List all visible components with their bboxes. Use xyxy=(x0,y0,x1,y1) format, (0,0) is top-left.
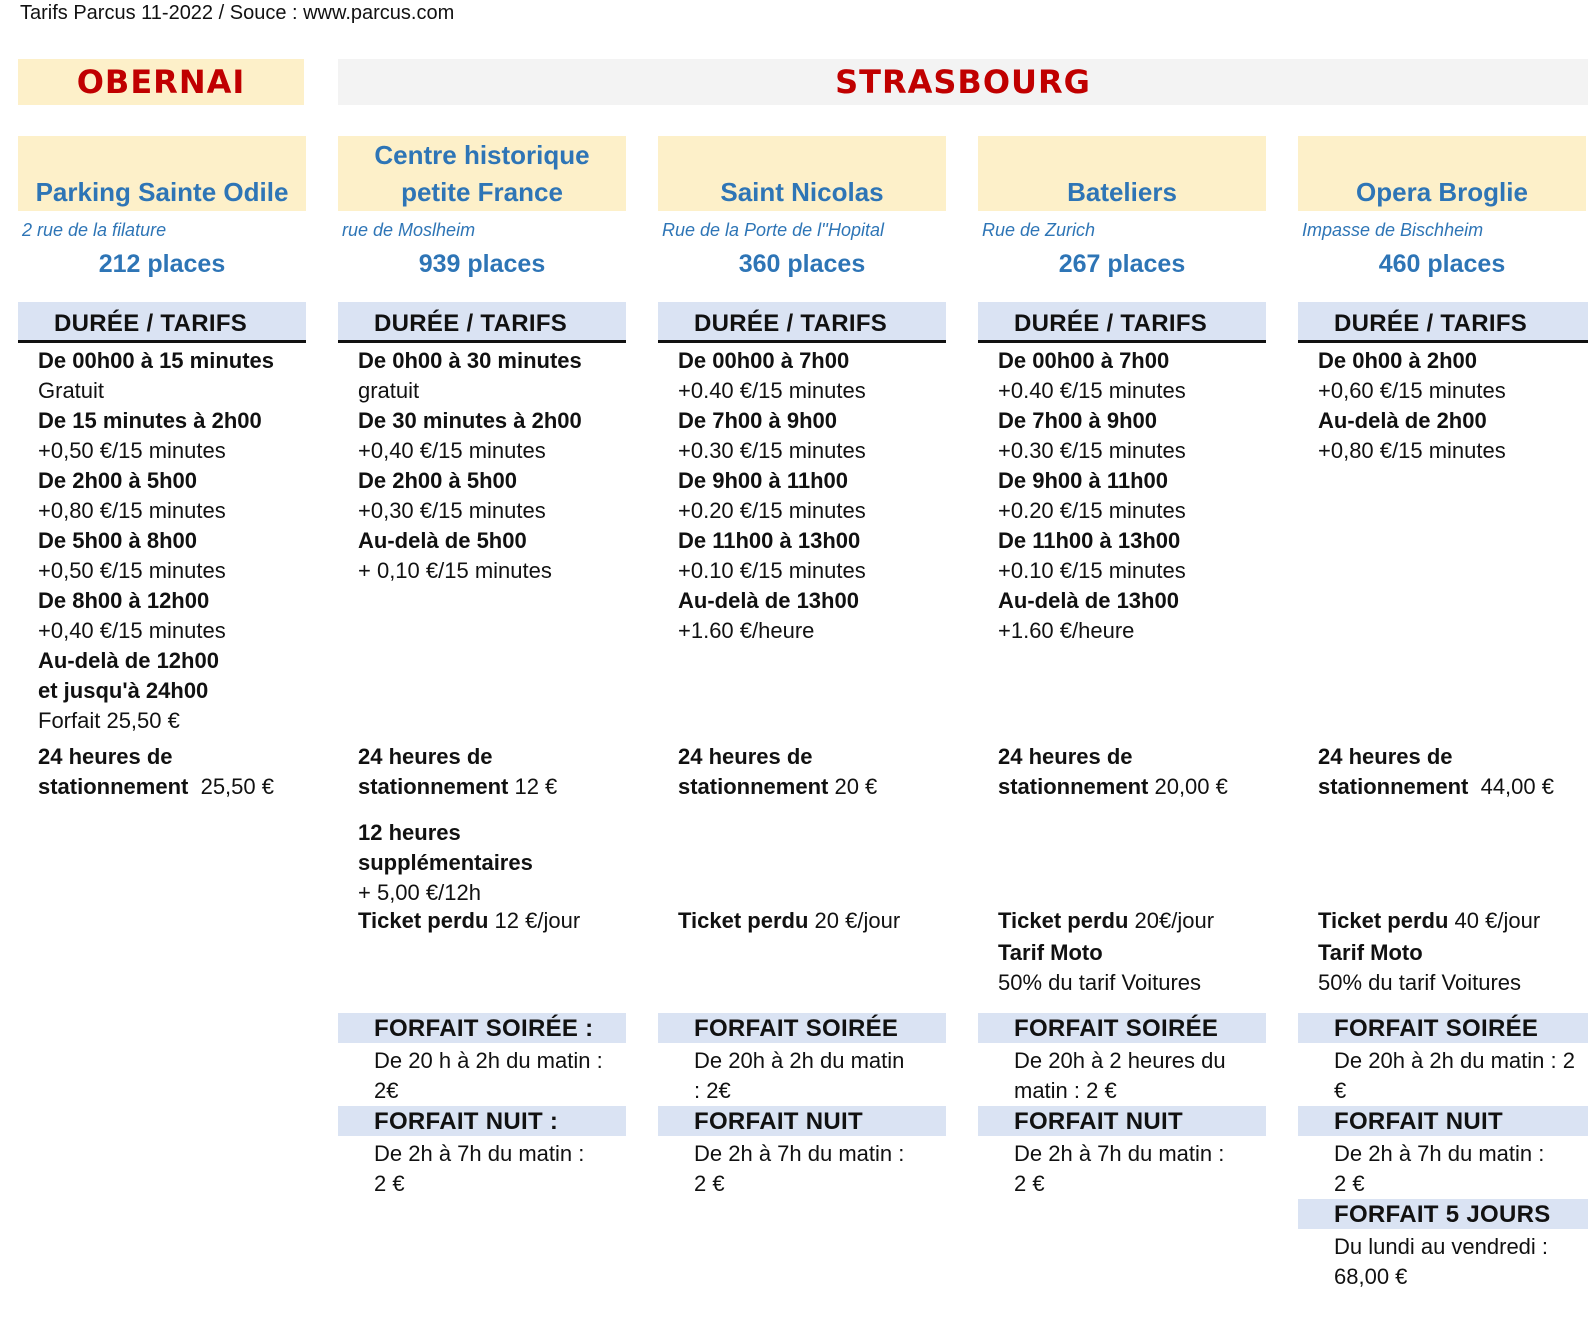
parking-address: 2 rue de la filature xyxy=(22,220,167,240)
tarif-moto-value: 50% du tarif Voitures xyxy=(998,970,1202,995)
forfait-soiree-line1: De 20 h à 2h du matin : xyxy=(374,1048,603,1073)
tarif-24h-price: 25,50 € xyxy=(188,774,274,799)
tarif-label: Au-delà de 13h00 xyxy=(998,588,1179,613)
forfait-soiree-line2: matin : 2 € xyxy=(1014,1078,1117,1103)
forfait-soiree-header: FORFAIT SOIRÉE xyxy=(978,1013,1266,1043)
forfait-5-jours-header: FORFAIT 5 JOURS xyxy=(1298,1199,1588,1229)
forfait-nuit-line1: De 2h à 7h du matin : xyxy=(1014,1141,1225,1166)
tarif-label: De 11h00 à 13h00 xyxy=(678,528,861,553)
tarif-list xyxy=(998,346,1186,646)
tarif-value: + 0,10 €/15 minutes xyxy=(358,558,552,583)
parking-column-opera-broglie xyxy=(1298,0,1588,1320)
parking-name-line2: Saint Nicolas xyxy=(720,177,884,207)
parking-address: rue de Moslheim xyxy=(342,220,476,240)
tarif-24h-label: stationnement xyxy=(1318,774,1469,799)
tarif-value: +0,80 €/15 minutes xyxy=(1318,438,1506,463)
parking-places: 267 places xyxy=(1058,250,1186,278)
tarif-value: +0.10 €/15 minutes xyxy=(678,558,866,583)
tarif-24h xyxy=(1318,742,1554,802)
forfait-5-jours-line1: Du lundi au vendredi : xyxy=(1334,1234,1549,1259)
tarif-24h-label: stationnement xyxy=(38,774,189,799)
tarif-label: De 0h00 à 2h00 xyxy=(1318,348,1477,373)
tarif-label: De 9h00 à 11h00 xyxy=(998,468,1169,493)
forfait-soiree-header: FORFAIT SOIRÉE xyxy=(658,1013,946,1043)
forfait-nuit-text xyxy=(1014,1139,1224,1199)
duree-tarifs-header: DURÉE / TARIFS xyxy=(978,302,1266,343)
forfait-soiree-header: FORFAIT SOIRÉE xyxy=(1298,1013,1588,1043)
ticket-perdu xyxy=(678,906,900,936)
source-caption: Tarifs Parcus 11-2022 / Souce : www.parcus.com xyxy=(20,2,455,24)
tarif-24h-line1: 24 heures de xyxy=(358,744,493,769)
city-header-obernai: OBERNAI xyxy=(18,59,304,105)
parking-places: 460 places xyxy=(1378,250,1506,278)
parking-address: Rue de Zurich xyxy=(982,220,1096,240)
tarif-label: De 9h00 à 11h00 xyxy=(678,468,849,493)
ticket-perdu-price: 40 €/jour xyxy=(1448,908,1541,933)
parking-column-saint-nicolas xyxy=(658,0,946,1320)
tarif-value: Forfait 25,50 € xyxy=(38,708,180,733)
tarif-24h-price: 20,00 € xyxy=(1148,774,1228,799)
parking-address: Impasse de Bischheim xyxy=(1302,220,1484,240)
ticket-perdu xyxy=(998,906,1214,998)
ticket-perdu-label: Ticket perdu xyxy=(678,908,809,933)
tarif-24h-line1: 24 heures de xyxy=(1318,744,1453,769)
forfait-soiree-line1: De 20h à 2h du matin xyxy=(694,1048,905,1073)
forfait-nuit-line2: 2 € xyxy=(1014,1171,1045,1196)
ticket-perdu xyxy=(1318,906,1540,998)
ticket-perdu-label: Ticket perdu xyxy=(1318,908,1449,933)
tarif-24h-line1: 24 heures de xyxy=(678,744,813,769)
tarif-24h xyxy=(38,742,274,802)
parking-name-line1: Centre historique xyxy=(374,140,590,170)
parking-name xyxy=(1298,136,1586,211)
tarif-label: De 5h00 à 8h00 xyxy=(38,528,197,553)
parking-places: 212 places xyxy=(98,250,226,278)
forfait-soiree-header: FORFAIT SOIRÉE : xyxy=(338,1013,626,1043)
tarif-value: +0.10 €/15 minutes xyxy=(998,558,1186,583)
parking-name xyxy=(658,136,946,211)
tarif-24h xyxy=(678,742,877,802)
parking-name-line2: Opera Broglie xyxy=(1356,177,1528,207)
forfait-5-jours-line2: 68,00 € xyxy=(1334,1264,1408,1289)
ticket-perdu-price: 20 €/jour xyxy=(808,908,901,933)
forfait-nuit-header: FORFAIT NUIT : xyxy=(338,1106,626,1136)
duree-tarifs-header: DURÉE / TARIFS xyxy=(338,302,626,343)
parking-address: Rue de la Porte de l''Hopital xyxy=(662,220,885,240)
parking-name xyxy=(338,136,626,211)
forfait-soiree-text xyxy=(694,1046,904,1106)
tarif-label: Au-delà de 2h00 xyxy=(1318,408,1487,433)
forfait-soiree-line1: De 20h à 2 heures du xyxy=(1014,1048,1226,1073)
parking-name xyxy=(18,136,306,211)
tarif-moto-value: 50% du tarif Voitures xyxy=(1318,970,1522,995)
tarif-list xyxy=(358,346,582,586)
parking-column-sainte-odile xyxy=(18,0,306,1320)
tarif-value: +0.20 €/15 minutes xyxy=(998,498,1186,523)
tarif-label: De 30 minutes à 2h00 xyxy=(358,408,582,433)
ticket-perdu xyxy=(358,906,580,936)
forfait-nuit-text xyxy=(1334,1139,1544,1199)
tarif-value: +0.40 €/15 minutes xyxy=(678,378,866,403)
tarif-label: De 0h00 à 30 minutes xyxy=(358,348,582,373)
tarif-24h-line1: 24 heures de xyxy=(38,744,173,769)
tarif-24h xyxy=(998,742,1228,802)
tarif-value: +0.40 €/15 minutes xyxy=(998,378,1186,403)
tarif-value: +1.60 €/heure xyxy=(998,618,1135,643)
tarif-label: De 00h00 à 7h00 xyxy=(678,348,850,373)
tarif-24h-label: stationnement xyxy=(678,774,829,799)
tarif-list xyxy=(38,346,274,736)
tarif-label: De 2h00 à 5h00 xyxy=(358,468,517,493)
forfait-nuit-header: FORFAIT NUIT xyxy=(978,1106,1266,1136)
tarif-value: +0,40 €/15 minutes xyxy=(38,618,226,643)
ticket-perdu-label: Ticket perdu xyxy=(358,908,489,933)
extra-12h-line2: supplémentaires xyxy=(358,850,533,875)
tarif-value: Gratuit xyxy=(38,378,105,403)
tarif-value: +0,50 €/15 minutes xyxy=(38,558,226,583)
parking-places: 360 places xyxy=(738,250,866,278)
tarif-value: +0,40 €/15 minutes xyxy=(358,438,546,463)
extra-12h-line1: 12 heures xyxy=(358,820,461,845)
tarif-label: De 8h00 à 12h00 xyxy=(38,588,210,613)
tarif-label: De 00h00 à 7h00 xyxy=(998,348,1170,373)
tarif-list xyxy=(678,346,866,646)
forfait-soiree-line2: 2€ xyxy=(374,1078,399,1103)
tarif-moto-label: Tarif Moto xyxy=(998,940,1103,965)
forfait-5-jours-text xyxy=(1334,1232,1548,1292)
tarif-24h-label: stationnement xyxy=(998,774,1149,799)
tarif-24h-line1: 24 heures de xyxy=(998,744,1133,769)
tarif-label: Au-delà de 12h00 xyxy=(38,648,219,673)
tarif-label: De 15 minutes à 2h00 xyxy=(38,408,262,433)
tarif-label: De 2h00 à 5h00 xyxy=(38,468,197,493)
tarif-24h-price: 12 € xyxy=(508,774,558,799)
tarif-value: +0.20 €/15 minutes xyxy=(678,498,866,523)
ticket-perdu-price: 20€/jour xyxy=(1128,908,1215,933)
tarif-value: +0,50 €/15 minutes xyxy=(38,438,226,463)
duree-tarifs-header: DURÉE / TARIFS xyxy=(1298,302,1588,343)
tarif-24h xyxy=(358,742,557,802)
parking-name-line2: Parking Sainte Odile xyxy=(35,177,289,207)
parking-column-bateliers xyxy=(978,0,1266,1320)
tarif-list xyxy=(1318,346,1506,466)
parking-column-petite-france xyxy=(338,0,626,1320)
tarif-value: gratuit xyxy=(358,378,420,403)
forfait-nuit-header: FORFAIT NUIT xyxy=(658,1106,946,1136)
forfait-soiree-line2: : 2€ xyxy=(694,1078,731,1103)
ticket-perdu-price: 12 €/jour xyxy=(488,908,581,933)
tarif-label: De 11h00 à 13h00 xyxy=(998,528,1181,553)
forfait-nuit-line1: De 2h à 7h du matin : xyxy=(1334,1141,1545,1166)
city-header-strasbourg: STRASBOURG xyxy=(338,59,1588,105)
forfait-nuit-text xyxy=(374,1139,584,1199)
ticket-perdu-label: Ticket perdu xyxy=(998,908,1129,933)
parking-name xyxy=(978,136,1266,211)
tarif-value: +0,80 €/15 minutes xyxy=(38,498,226,523)
parking-places: 939 places xyxy=(418,250,546,278)
tarif-label: De 7h00 à 9h00 xyxy=(678,408,837,433)
tarif-value: +0,60 €/15 minutes xyxy=(1318,378,1506,403)
forfait-soiree-line1: De 20h à 2h du matin : 2 xyxy=(1334,1048,1575,1073)
forfait-soiree-text xyxy=(1334,1046,1575,1106)
tarif-value: +0,30 €/15 minutes xyxy=(358,498,546,523)
tarif-24h-price: 44,00 € xyxy=(1468,774,1554,799)
forfait-soiree-text xyxy=(1014,1046,1226,1106)
forfait-nuit-line1: De 2h à 7h du matin : xyxy=(694,1141,905,1166)
extra-12h-price: + 5,00 €/12h xyxy=(358,880,481,905)
forfait-nuit-line2: 2 € xyxy=(374,1171,405,1196)
tarif-label: De 7h00 à 9h00 xyxy=(998,408,1157,433)
forfait-nuit-header: FORFAIT NUIT xyxy=(1298,1106,1588,1136)
tarif-label-continued: et jusqu'à 24h00 xyxy=(38,678,209,703)
tarif-label: Au-delà de 5h00 xyxy=(358,528,527,553)
tarif-value: +0.30 €/15 minutes xyxy=(998,438,1186,463)
parking-name-line2: petite France xyxy=(401,177,563,207)
duree-tarifs-header: DURÉE / TARIFS xyxy=(18,302,306,343)
tarif-24h-price: 20 € xyxy=(828,774,878,799)
tarif-value: +0.30 €/15 minutes xyxy=(678,438,866,463)
forfait-nuit-line2: 2 € xyxy=(1334,1171,1365,1196)
tarif-label: Au-delà de 13h00 xyxy=(678,588,859,613)
tarif-12h-supplementaires xyxy=(358,818,533,908)
forfait-nuit-line2: 2 € xyxy=(694,1171,725,1196)
tarif-value: +1.60 €/heure xyxy=(678,618,815,643)
parking-name-line2: Bateliers xyxy=(1067,177,1177,207)
forfait-soiree-line2: € xyxy=(1334,1078,1347,1103)
duree-tarifs-header: DURÉE / TARIFS xyxy=(658,302,946,343)
tarif-label: De 00h00 à 15 minutes xyxy=(38,348,275,373)
forfait-nuit-line1: De 2h à 7h du matin : xyxy=(374,1141,585,1166)
tarif-moto-label: Tarif Moto xyxy=(1318,940,1423,965)
forfait-soiree-text xyxy=(374,1046,603,1106)
tarif-24h-label: stationnement xyxy=(358,774,509,799)
forfait-nuit-text xyxy=(694,1139,904,1199)
